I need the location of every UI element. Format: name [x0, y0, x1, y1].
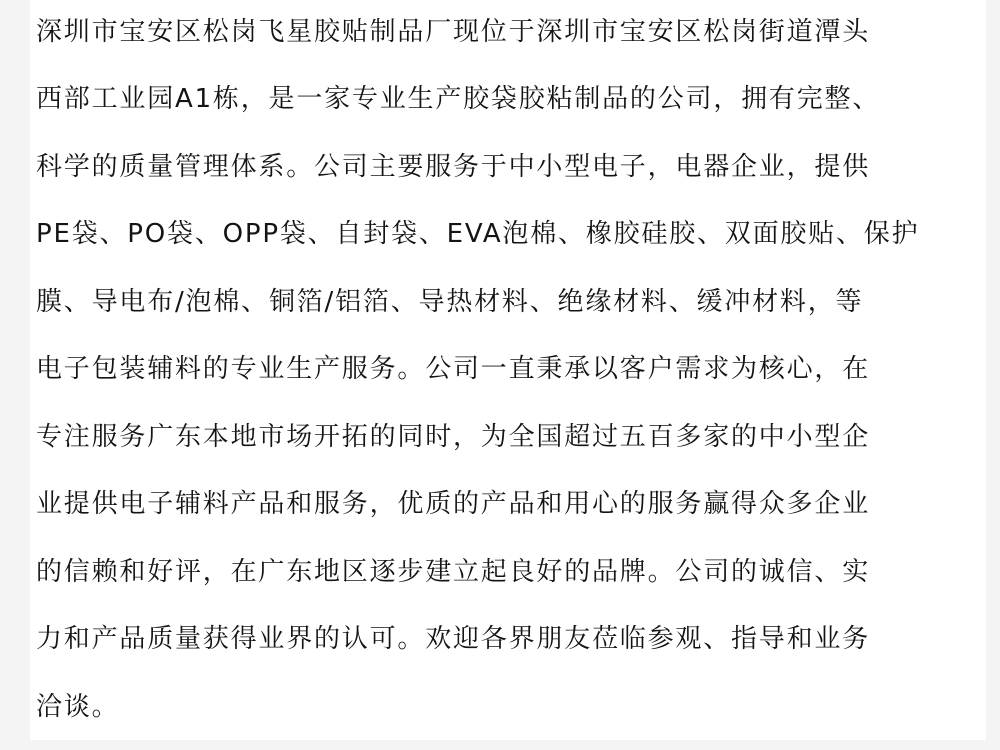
paragraph-line: 洽谈。: [36, 692, 120, 722]
paragraph-line: 的信赖和好评，在广东地区逐步建立起良好的品牌。公司的诚信、实: [36, 557, 871, 587]
paragraph-line: PE袋、PO袋、OPP袋、自封袋、EVA泡棉、橡胶硅胶、双面胶贴、保护: [36, 219, 920, 249]
company-description-paragraph: [30, 0, 986, 740]
paragraph-line: 膜、导电布/泡棉、铜箔/铝箔、导热材料、绝缘材料、缓冲材料，等: [36, 287, 864, 317]
paragraph-line: 西部工业园A1栋，是一家专业生产胶袋胶粘制品的公司，拥有完整、: [36, 84, 881, 114]
paragraph-line: 科学的质量管理体系。公司主要服务于中小型电子，电器企业，提供: [36, 152, 871, 182]
paragraph-line: 专注服务广东本地市场开拓的同时，为全国超过五百多家的中小型企: [36, 422, 871, 452]
paragraph-line: 深圳市宝安区松岗飞星胶贴制品厂现位于深圳市宝安区松岗街道潭头: [36, 17, 871, 47]
paragraph-line: 力和产品质量获得业界的认可。欢迎各界朋友莅临参观、指导和业务: [36, 624, 871, 654]
paragraph-line: 电子包装辅料的专业生产服务。公司一直秉承以客户需求为核心，在: [36, 354, 871, 384]
paragraph-line: 业提供电子辅料产品和服务，优质的产品和用心的服务赢得众多企业: [36, 489, 871, 519]
